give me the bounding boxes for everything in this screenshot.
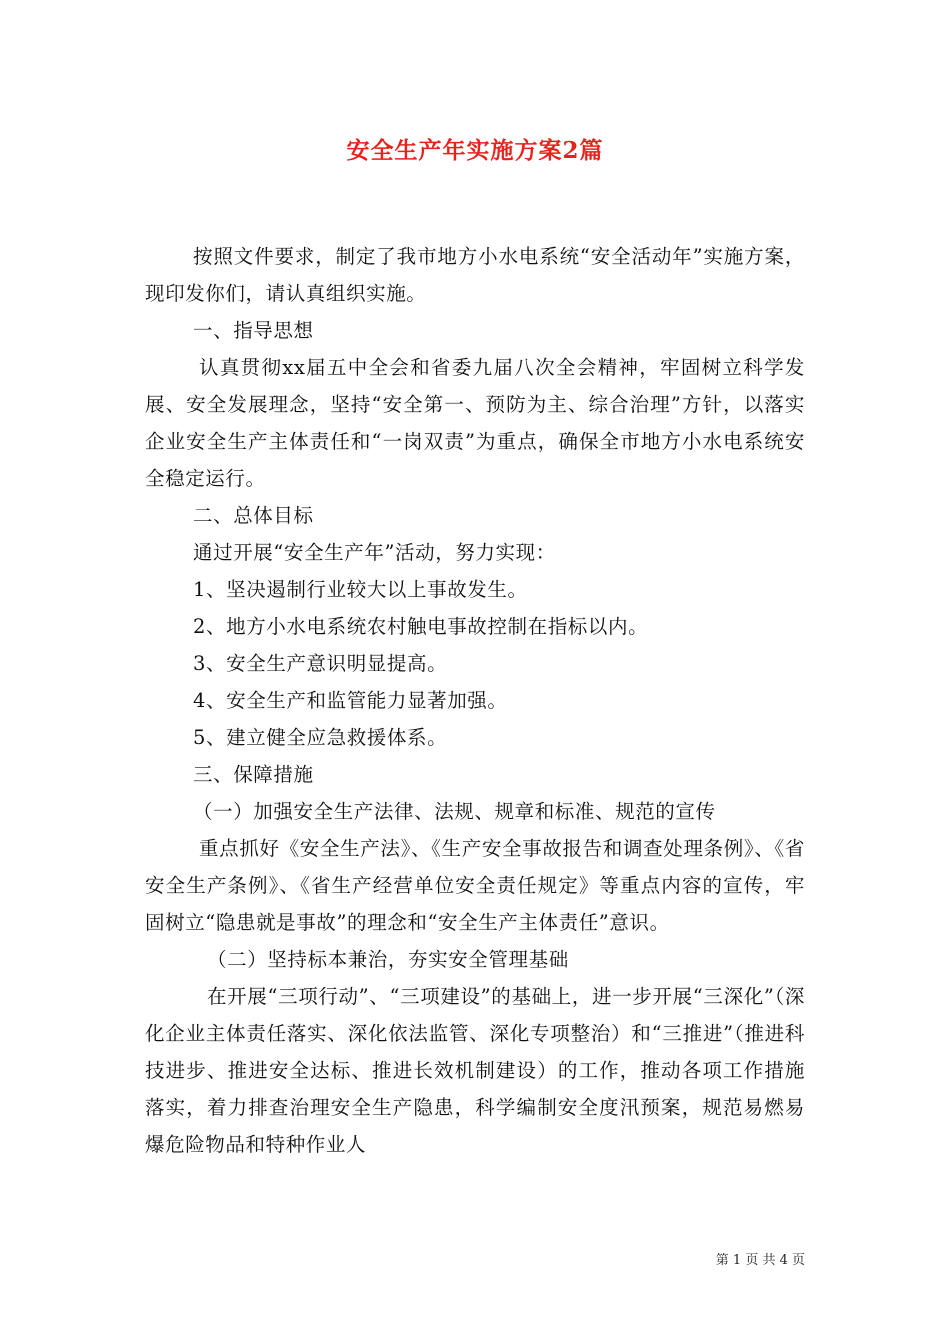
goal-item-3: 3、安全生产意识明显提高。 — [193, 652, 448, 675]
guiding-thought-paragraph: 认真贯彻xx届五中全会和省委九届八次全会精神，牢固树立科学发展、安全发展理念，坚持“安全第一、预防为主、综合治理”方针，以落实企业安全生产主体责任和“一岗双责”为重点，确保全市地方小水电系统安全稳定运行。 — [145, 356, 805, 490]
subsection-heading-2: （二）坚持标本兼治，夯实安全管理基础 — [207, 948, 569, 971]
goal-intro-paragraph: 通过开展“安全生产年”活动，努力实现： — [193, 541, 556, 564]
subsection-2-paragraph: 在开展“三项行动”、“三项建设”的基础上，进一步开展“三深化”（深化企业主体责任落实、深化依法监管、深化专项整治）和“三推进”（推进科技进步、推进安全达标、推进长效机制建设）的工作，推动各项工作措施落实，着力排查治理安全生产隐患，科学编制安全度汛预案，规范易燃易爆危险物品和特种作业人 — [145, 985, 805, 1156]
section-heading-overall-goal: 二、总体目标 — [193, 504, 314, 527]
goal-item-2: 2、地方小水电系统农村触电事故控制在指标以内。 — [193, 615, 649, 638]
goal-item-5: 5、建立健全应急救援体系。 — [193, 726, 448, 749]
goal-item-1: 1、坚决遏制行业较大以上事故发生。 — [193, 578, 528, 601]
document-body — [145, 238, 805, 1163]
section-heading-guiding-thought: 一、指导思想 — [193, 319, 314, 342]
subsection-1-paragraph: 重点抓好《安全生产法》、《生产安全事故报告和调查处理条例》、《省安全生产条例》、《省生产经营单位安全责任规定》等重点内容的宣传，牢固树立“隐患就是事故”的理念和“安全生产主体责任”意识。 — [145, 837, 805, 934]
document-title: 安全生产年实施方案2篇 — [346, 137, 604, 164]
page-number-footer: 第 1 页 共 4 页 — [715, 1253, 805, 1268]
subsection-heading-1: （一）加强安全生产法律、法规、规章和标准、规范的宣传 — [193, 800, 716, 823]
section-heading-safeguards: 三、保障措施 — [193, 763, 314, 786]
goal-item-4: 4、安全生产和监管能力显著加强。 — [193, 689, 508, 712]
intro-paragraph: 按照文件要求，制定了我市地方小水电系统“安全活动年”实施方案，现印发你们，请认真组织实施。 — [145, 245, 805, 305]
